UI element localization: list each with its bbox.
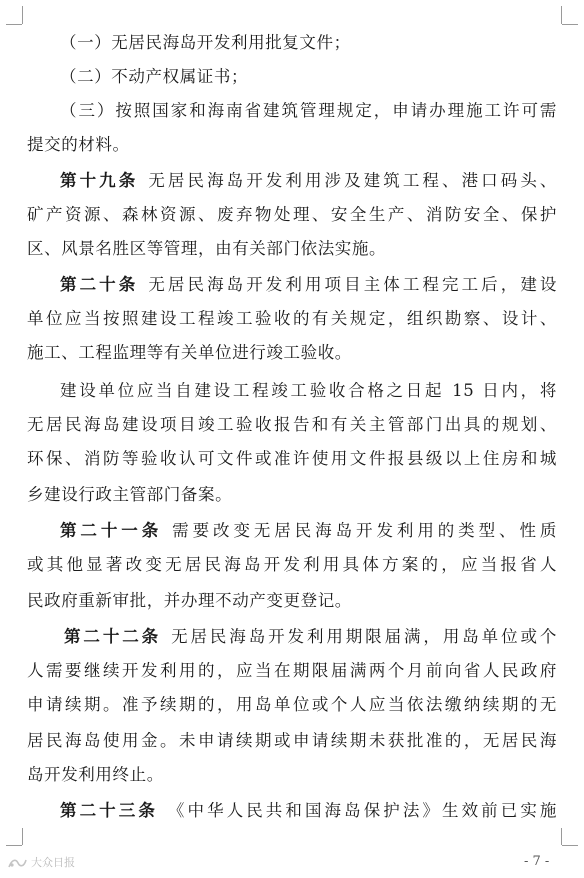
text-line	[60, 376, 557, 406]
line-text: 申请续期。准予续期的，用岛单位或个人应当依法缴纳续期的无	[27, 695, 557, 714]
text-line	[27, 656, 557, 686]
line-text: （一）无居民海岛开发利用批复文件；	[60, 33, 351, 52]
line-text: 区、风景名胜区等管理，由有关部门依法实施。	[27, 239, 387, 258]
text-line	[27, 726, 557, 756]
crop-mark-top-left-v	[22, 6, 23, 24]
line-text: 岛开发利用终止。	[27, 765, 164, 784]
line-text: 矿产资源、森林资源、废弃物处理、安全生产、消防安全、保护	[27, 205, 557, 224]
line-text: 居民海岛使用金。未申请续期或申请续期未获批准的，无居民海	[27, 731, 557, 750]
article-title: 第二十三条	[60, 801, 158, 820]
line-text: 施工、工程监理等有关单位进行竣工验收。	[27, 343, 352, 362]
text-line	[60, 62, 557, 92]
line-text: 无居民海岛开发利用期限届满，用岛单位或个	[171, 627, 557, 646]
text-line	[27, 304, 557, 334]
line-text: 需要改变无居民海岛开发利用的类型、性质	[172, 521, 557, 540]
article-first-line	[60, 516, 557, 546]
crop-mark-top-right-v	[561, 6, 562, 24]
text-line	[27, 586, 557, 616]
watermark	[6, 854, 75, 872]
article-title: 第二十一条	[60, 521, 163, 540]
newspaper-logo-icon	[6, 856, 28, 870]
article-first-line	[60, 166, 557, 196]
text-line	[27, 200, 557, 230]
crop-mark-bottom-left-v	[22, 828, 23, 845]
article-title: 第二十二条	[64, 627, 162, 646]
page-number: - 7 -	[524, 854, 550, 869]
text-line	[27, 480, 557, 510]
article-first-line	[60, 270, 557, 300]
line-text: 或其他显著改变无居民海岛开发利用具体方案的，应当报省人	[27, 555, 557, 574]
line-text: 无居民海岛开发利用项目主体工程完工后，建设	[148, 275, 557, 294]
text-line	[27, 690, 557, 720]
watermark-text: 大众日报	[31, 856, 75, 869]
text-line	[27, 234, 557, 264]
crop-mark-top-left-h	[6, 24, 22, 25]
line-text: 环保、消防等验收认可文件或准许使用文件报县级以上住房和城	[27, 449, 557, 468]
line-text: 无居民海岛建设项目竣工验收报告和有关主管部门出具的规划、	[27, 415, 557, 434]
line-text: 《中华人民共和国海岛保护法》生效前已实施	[167, 801, 557, 820]
line-text: 乡建设行政主管部门备案。	[27, 485, 233, 504]
text-line	[60, 96, 557, 126]
line-text: （三）按照国家和海南省建筑管理规定，申请办理施工许可需	[60, 101, 557, 120]
text-line	[27, 760, 557, 790]
crop-mark-bottom-right-v	[561, 828, 562, 845]
crop-mark-bottom-left-h	[6, 845, 22, 846]
line-text: 民政府重新审批，并办理不动产变更登记。	[27, 591, 352, 610]
article-first-line	[64, 622, 557, 652]
article-first-line	[60, 796, 557, 826]
text-line	[60, 28, 557, 58]
text-line	[27, 550, 557, 580]
article-title: 第二十条	[60, 275, 139, 294]
line-text: 提交的材料。	[27, 135, 130, 154]
line-text: （二）不动产权属证书；	[60, 67, 249, 86]
line-text: 无居民海岛开发利用涉及建筑工程、港口码头、	[148, 171, 557, 190]
text-line	[27, 338, 557, 368]
text-line	[27, 444, 557, 474]
article-title: 第十九条	[60, 171, 139, 190]
line-text: 单位应当按照建设工程竣工验收的有关规定，组织勘察、设计、	[27, 309, 557, 328]
text-line	[27, 130, 557, 160]
line-text: 人需要继续开发利用的，应当在期限届满两个月前向省人民政府	[27, 661, 557, 680]
crop-mark-top-right-h	[562, 24, 578, 25]
text-line	[27, 410, 557, 440]
line-text: 建设单位应当自建设工程竣工验收合格之日起 15 日内，将	[60, 381, 557, 400]
crop-mark-bottom-right-h	[562, 845, 578, 846]
